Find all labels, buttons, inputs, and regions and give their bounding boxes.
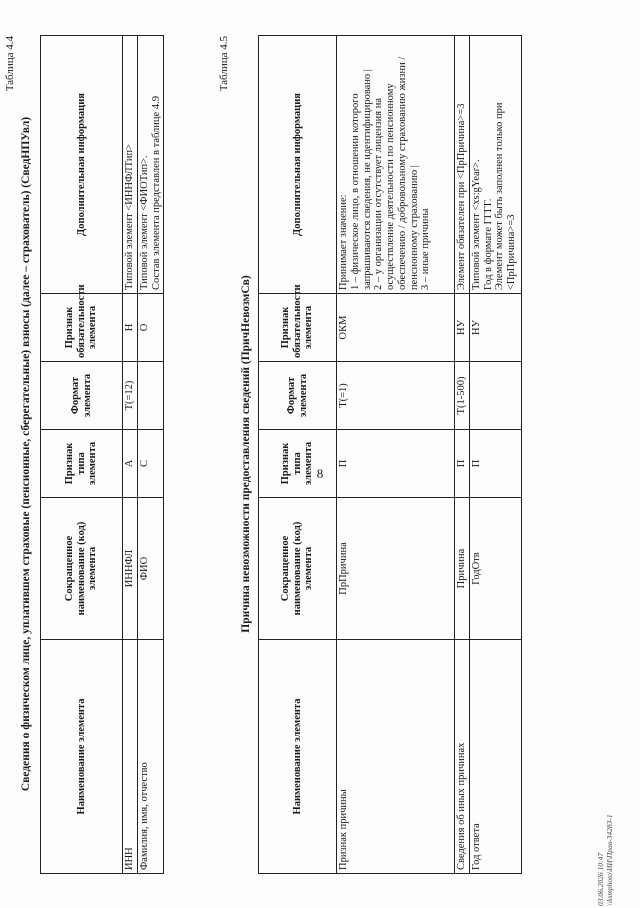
cell-code: Причина — [455, 498, 470, 640]
cell-required: О — [137, 294, 164, 362]
cell-format: T(=12) — [123, 362, 138, 430]
cell-info: Типовой элемент <ИННФЛТип> — [123, 36, 138, 294]
cell-code: ГодОтв — [469, 498, 521, 640]
header-format: Формат элемента — [41, 362, 123, 430]
header-type: Признак типа элемента — [41, 430, 123, 498]
cell-format: T(=1) — [337, 362, 455, 430]
cell-name: Год ответа — [469, 640, 521, 874]
cell-type: П — [337, 430, 455, 498]
cell-type: А — [123, 430, 138, 498]
page-number: 8 — [316, 466, 324, 481]
footer-timestamp: 03.06.2026 10:47 — [596, 852, 605, 906]
cell-format — [469, 362, 521, 430]
cell-required: Н — [123, 294, 138, 362]
cell-name: Сведения об иных причинах — [455, 640, 470, 874]
cell-code: ПрПричина — [337, 498, 455, 640]
footer-path: \\ksmphoto\ИИ\Прав-34283-1 — [605, 814, 615, 906]
cell-name: ИНН — [123, 640, 138, 874]
cell-code: ИННФЛ — [123, 498, 138, 640]
cell-format — [137, 362, 164, 430]
header-info: Дополнительная информация — [41, 36, 123, 294]
table-4-4-title: Сведения о физическом лице, уплатившем страховые (пенсионные, сберегательные) взносы (далее – страхователь) (СведНПУвл) — [20, 116, 32, 792]
table-row — [455, 36, 470, 874]
table-4-5-header-row — [259, 36, 337, 874]
table-row — [137, 36, 164, 874]
cell-type: С — [137, 430, 164, 498]
header-required: Признак обязательности элемента — [259, 294, 337, 362]
table-4-4 — [40, 35, 164, 874]
cell-info: Принимает значение: 1 – физическое лицо, в отношении которого запрашиваются сведения, не идентифицировано | 2 – у организации отсутствует лицензия на осуществление деятельности по пенсионному обеспечению / добровольному страхованию жизни / пенсионному страхованию | 3 – иные причины — [337, 36, 455, 294]
header-required: Признак обязательности элемента — [41, 294, 123, 362]
table-4-4-caption: Таблица 4.4 — [4, 36, 16, 92]
header-info: Дополнительная информация — [259, 36, 337, 294]
cell-type: П — [469, 430, 521, 498]
cell-format: T(1-500) — [455, 362, 470, 430]
header-short-name: Сокращенное наименование (код) элемента — [41, 498, 123, 640]
header-short-name: Сокращенное наименование (код) элемента — [259, 498, 337, 640]
header-element-name: Наименование элемента — [41, 640, 123, 874]
cell-name: Признак причины — [337, 640, 455, 874]
header-element-name: Наименование элемента — [259, 640, 337, 874]
table-row — [469, 36, 521, 874]
cell-type: П — [455, 430, 470, 498]
table-row — [123, 36, 138, 874]
header-type: Признак типа элемента — [259, 430, 337, 498]
cell-required: НУ — [469, 294, 521, 362]
header-format: Формат элемента — [259, 362, 337, 430]
cell-required: НУ — [455, 294, 470, 362]
cell-name: Фамилия, имя, отчество — [137, 640, 164, 874]
table-4-4-header-row — [41, 36, 123, 874]
document-footer — [596, 814, 615, 906]
table-4-5-caption: Таблица 4.5 — [218, 36, 230, 92]
cell-info: Типовой элемент <ФИОТип>. Состав элемента представлен в таблице 4.9 — [137, 36, 164, 294]
cell-info: Элемент обязателен при <ПрПричина>=3 — [455, 36, 470, 294]
table-4-5-title: Причина невозможности предоставления сведений (ПричНевозмСв) — [240, 275, 252, 633]
table-4-5 — [258, 35, 522, 874]
cell-info: Типовой элемент <xs:gYear>. Год в формате ГГГГ. Элемент может быть заполнен только при <ПрПричина>=3 — [469, 36, 521, 294]
cell-required: ОКМ — [337, 294, 455, 362]
cell-code: ФИО — [137, 498, 164, 640]
table-row — [337, 36, 455, 874]
